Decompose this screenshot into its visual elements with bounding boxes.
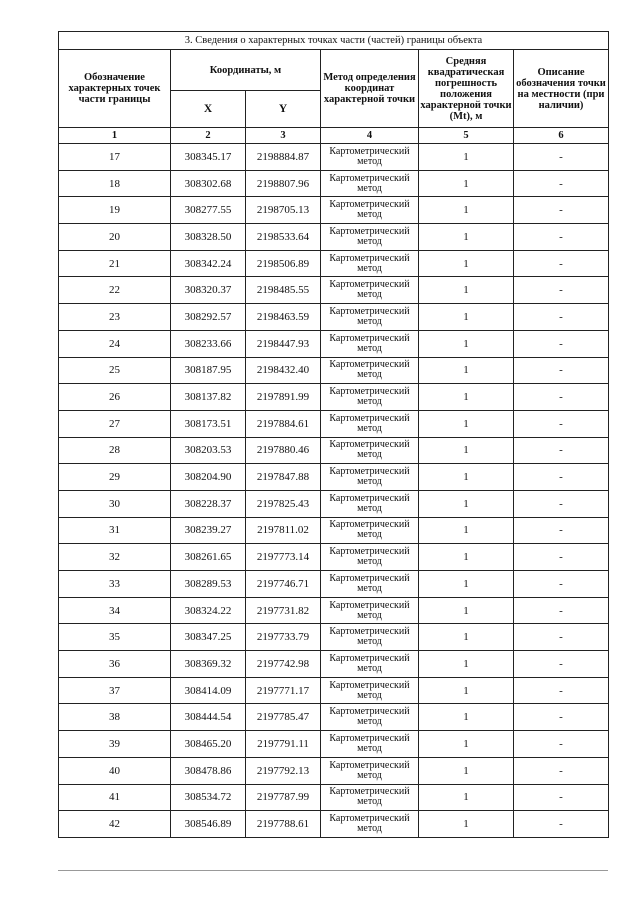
table-row	[59, 170, 609, 197]
accuracy-cell: 1	[419, 197, 514, 224]
y-coordinate-cell: 2198432.40	[246, 357, 321, 384]
boundary-points-table	[58, 31, 609, 838]
description-cell: -	[514, 170, 609, 197]
method-cell: Картометрический метод	[321, 410, 419, 437]
y-coordinate-cell: 2197742.98	[246, 651, 321, 678]
point-number-cell: 33	[59, 571, 171, 598]
description-cell: -	[514, 384, 609, 411]
method-cell: Картометрический метод	[321, 330, 419, 357]
point-number-cell: 17	[59, 144, 171, 171]
table-row	[59, 704, 609, 731]
table-row	[59, 330, 609, 357]
method-cell: Картометрический метод	[321, 571, 419, 598]
accuracy-cell: 1	[419, 490, 514, 517]
description-cell: -	[514, 490, 609, 517]
description-cell: -	[514, 651, 609, 678]
point-number-cell: 28	[59, 437, 171, 464]
method-cell: Картометрический метод	[321, 357, 419, 384]
table-row	[59, 250, 609, 277]
description-cell: -	[514, 224, 609, 251]
y-coordinate-cell: 2198705.13	[246, 197, 321, 224]
method-cell: Картометрический метод	[321, 224, 419, 251]
y-coordinate-cell: 2197731.82	[246, 597, 321, 624]
y-coordinate-cell: 2197773.14	[246, 544, 321, 571]
x-coordinate-cell: 308478.86	[171, 757, 246, 784]
method-cell: Картометрический метод	[321, 651, 419, 678]
point-number-cell: 19	[59, 197, 171, 224]
y-coordinate-cell: 2198485.55	[246, 277, 321, 304]
y-coordinate-cell: 2198533.64	[246, 224, 321, 251]
y-coordinate-cell: 2198807.96	[246, 170, 321, 197]
x-coordinate-cell: 308277.55	[171, 197, 246, 224]
column-number: 4	[321, 128, 419, 144]
x-coordinate-cell: 308173.51	[171, 410, 246, 437]
table-row	[59, 517, 609, 544]
point-number-cell: 30	[59, 490, 171, 517]
header-accuracy: Средняя квадратическая погрешность положения характерной точки (Mt), м	[419, 50, 514, 128]
point-number-cell: 26	[59, 384, 171, 411]
point-number-cell: 36	[59, 651, 171, 678]
table-body	[59, 144, 609, 838]
x-coordinate-cell: 308187.95	[171, 357, 246, 384]
accuracy-cell: 1	[419, 571, 514, 598]
accuracy-cell: 1	[419, 811, 514, 838]
description-cell: -	[514, 784, 609, 811]
x-coordinate-cell: 308345.17	[171, 144, 246, 171]
description-cell: -	[514, 677, 609, 704]
accuracy-cell: 1	[419, 437, 514, 464]
description-cell: -	[514, 731, 609, 758]
point-number-cell: 31	[59, 517, 171, 544]
description-cell: -	[514, 757, 609, 784]
accuracy-cell: 1	[419, 384, 514, 411]
y-coordinate-cell: 2197884.61	[246, 410, 321, 437]
method-cell: Картометрический метод	[321, 811, 419, 838]
method-cell: Картометрический метод	[321, 250, 419, 277]
point-number-cell: 32	[59, 544, 171, 571]
x-coordinate-cell: 308328.50	[171, 224, 246, 251]
column-number: 3	[246, 128, 321, 144]
header-coordinates: Координаты, м	[171, 50, 321, 91]
accuracy-cell: 1	[419, 170, 514, 197]
accuracy-cell: 1	[419, 330, 514, 357]
table-row	[59, 811, 609, 838]
accuracy-cell: 1	[419, 250, 514, 277]
description-cell: -	[514, 517, 609, 544]
point-number-cell: 22	[59, 277, 171, 304]
point-number-cell: 39	[59, 731, 171, 758]
table-row	[59, 597, 609, 624]
column-number: 5	[419, 128, 514, 144]
table-row	[59, 197, 609, 224]
point-number-cell: 20	[59, 224, 171, 251]
point-number-cell: 23	[59, 304, 171, 331]
description-cell: -	[514, 544, 609, 571]
header-x: X	[171, 91, 246, 128]
table-row	[59, 357, 609, 384]
table-row	[59, 410, 609, 437]
column-number: 6	[514, 128, 609, 144]
point-number-cell: 24	[59, 330, 171, 357]
table-row	[59, 677, 609, 704]
description-cell: -	[514, 144, 609, 171]
accuracy-cell: 1	[419, 784, 514, 811]
x-coordinate-cell: 308465.20	[171, 731, 246, 758]
table-row	[59, 224, 609, 251]
description-cell: -	[514, 464, 609, 491]
x-coordinate-cell: 308137.82	[171, 384, 246, 411]
table-row	[59, 571, 609, 598]
x-coordinate-cell: 308203.53	[171, 437, 246, 464]
description-cell: -	[514, 277, 609, 304]
y-coordinate-cell: 2197792.13	[246, 757, 321, 784]
method-cell: Картометрический метод	[321, 464, 419, 491]
x-coordinate-cell: 308239.27	[171, 517, 246, 544]
method-cell: Картометрический метод	[321, 197, 419, 224]
x-coordinate-cell: 308292.57	[171, 304, 246, 331]
description-cell: -	[514, 704, 609, 731]
method-cell: Картометрический метод	[321, 544, 419, 571]
y-coordinate-cell: 2197891.99	[246, 384, 321, 411]
x-coordinate-cell: 308342.24	[171, 250, 246, 277]
method-cell: Картометрический метод	[321, 677, 419, 704]
accuracy-cell: 1	[419, 624, 514, 651]
table-row	[59, 544, 609, 571]
method-cell: Картометрический метод	[321, 704, 419, 731]
method-cell: Картометрический метод	[321, 784, 419, 811]
y-coordinate-cell: 2197785.47	[246, 704, 321, 731]
y-coordinate-cell: 2198463.59	[246, 304, 321, 331]
table-row	[59, 384, 609, 411]
x-coordinate-cell: 308324.22	[171, 597, 246, 624]
description-cell: -	[514, 410, 609, 437]
accuracy-cell: 1	[419, 704, 514, 731]
y-coordinate-cell: 2197746.71	[246, 571, 321, 598]
table-row	[59, 784, 609, 811]
accuracy-cell: 1	[419, 651, 514, 678]
table-row	[59, 624, 609, 651]
y-coordinate-cell: 2197791.11	[246, 731, 321, 758]
x-coordinate-cell: 308204.90	[171, 464, 246, 491]
point-number-cell: 25	[59, 357, 171, 384]
point-number-cell: 27	[59, 410, 171, 437]
y-coordinate-cell: 2197847.88	[246, 464, 321, 491]
y-coordinate-cell: 2197771.17	[246, 677, 321, 704]
method-cell: Картометрический метод	[321, 170, 419, 197]
accuracy-cell: 1	[419, 144, 514, 171]
x-coordinate-cell: 308444.54	[171, 704, 246, 731]
accuracy-cell: 1	[419, 464, 514, 491]
description-cell: -	[514, 197, 609, 224]
method-cell: Картометрический метод	[321, 517, 419, 544]
y-coordinate-cell: 2197811.02	[246, 517, 321, 544]
x-coordinate-cell: 308233.66	[171, 330, 246, 357]
description-cell: -	[514, 250, 609, 277]
accuracy-cell: 1	[419, 517, 514, 544]
point-number-cell: 29	[59, 464, 171, 491]
x-coordinate-cell: 308228.37	[171, 490, 246, 517]
header-y: Y	[246, 91, 321, 128]
accuracy-cell: 1	[419, 224, 514, 251]
accuracy-cell: 1	[419, 277, 514, 304]
description-cell: -	[514, 597, 609, 624]
x-coordinate-cell: 308289.53	[171, 571, 246, 598]
x-coordinate-cell: 308414.09	[171, 677, 246, 704]
table-row	[59, 757, 609, 784]
method-cell: Картометрический метод	[321, 384, 419, 411]
x-coordinate-cell: 308347.25	[171, 624, 246, 651]
accuracy-cell: 1	[419, 357, 514, 384]
description-cell: -	[514, 437, 609, 464]
table-row	[59, 651, 609, 678]
x-coordinate-cell: 308302.68	[171, 170, 246, 197]
point-number-cell: 34	[59, 597, 171, 624]
accuracy-cell: 1	[419, 410, 514, 437]
x-coordinate-cell: 308369.32	[171, 651, 246, 678]
accuracy-cell: 1	[419, 757, 514, 784]
x-coordinate-cell: 308534.72	[171, 784, 246, 811]
y-coordinate-cell: 2197825.43	[246, 490, 321, 517]
column-number: 2	[171, 128, 246, 144]
method-cell: Картометрический метод	[321, 144, 419, 171]
accuracy-cell: 1	[419, 677, 514, 704]
table-row	[59, 304, 609, 331]
method-cell: Картометрический метод	[321, 731, 419, 758]
table-row	[59, 490, 609, 517]
y-coordinate-cell: 2197787.99	[246, 784, 321, 811]
y-coordinate-cell: 2197733.79	[246, 624, 321, 651]
x-coordinate-cell: 308320.37	[171, 277, 246, 304]
description-cell: -	[514, 624, 609, 651]
method-cell: Картометрический метод	[321, 597, 419, 624]
method-cell: Картометрический метод	[321, 490, 419, 517]
method-cell: Картометрический метод	[321, 437, 419, 464]
description-cell: -	[514, 811, 609, 838]
section-title: 3. Сведения о характерных точках части (частей) границы объекта	[59, 32, 609, 50]
y-coordinate-cell: 2198506.89	[246, 250, 321, 277]
accuracy-cell: 1	[419, 304, 514, 331]
y-coordinate-cell: 2197880.46	[246, 437, 321, 464]
point-number-cell: 42	[59, 811, 171, 838]
point-number-cell: 35	[59, 624, 171, 651]
accuracy-cell: 1	[419, 731, 514, 758]
y-coordinate-cell: 2198884.87	[246, 144, 321, 171]
point-number-cell: 40	[59, 757, 171, 784]
point-number-cell: 41	[59, 784, 171, 811]
accuracy-cell: 1	[419, 544, 514, 571]
point-number-cell: 18	[59, 170, 171, 197]
table-row	[59, 464, 609, 491]
table-row	[59, 437, 609, 464]
point-number-cell: 21	[59, 250, 171, 277]
point-number-cell: 37	[59, 677, 171, 704]
description-cell: -	[514, 304, 609, 331]
header-description: Описание обозначения точки на местности (при наличии)	[514, 50, 609, 128]
header-point-designation: Обозначение характерных точек части границы	[59, 50, 171, 128]
header-method: Метод определения координат характерной точки	[321, 50, 419, 128]
method-cell: Картометрический метод	[321, 624, 419, 651]
method-cell: Картометрический метод	[321, 757, 419, 784]
footer-divider	[58, 870, 608, 871]
column-number: 1	[59, 128, 171, 144]
method-cell: Картометрический метод	[321, 277, 419, 304]
method-cell: Картометрический метод	[321, 304, 419, 331]
description-cell: -	[514, 571, 609, 598]
table-row	[59, 277, 609, 304]
table-row	[59, 731, 609, 758]
description-cell: -	[514, 357, 609, 384]
description-cell: -	[514, 330, 609, 357]
accuracy-cell: 1	[419, 597, 514, 624]
y-coordinate-cell: 2197788.61	[246, 811, 321, 838]
x-coordinate-cell: 308261.65	[171, 544, 246, 571]
point-number-cell: 38	[59, 704, 171, 731]
table-row	[59, 144, 609, 171]
y-coordinate-cell: 2198447.93	[246, 330, 321, 357]
x-coordinate-cell: 308546.89	[171, 811, 246, 838]
